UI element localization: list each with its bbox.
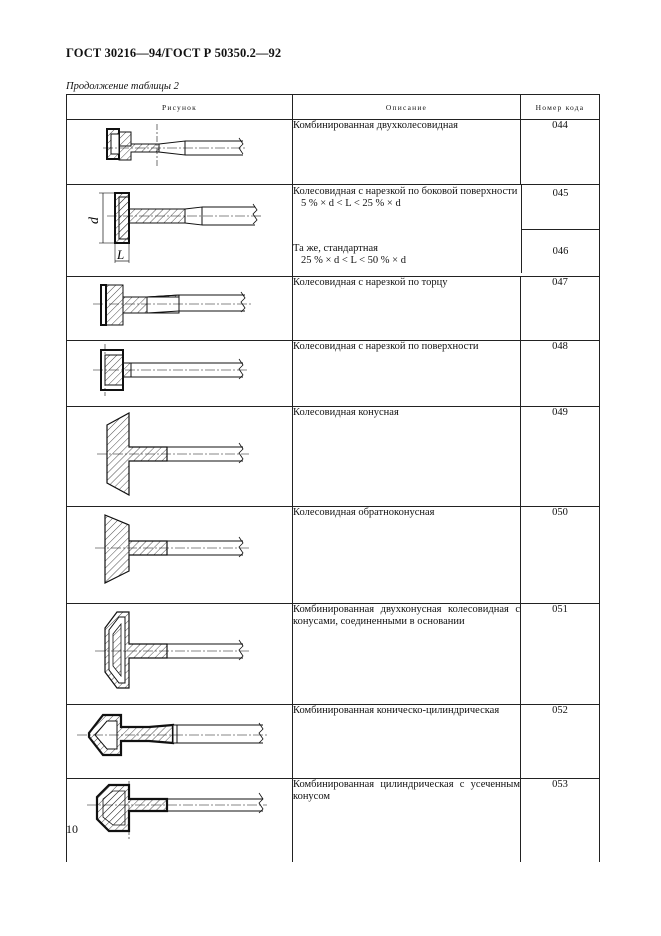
figure-045-046 [67, 185, 293, 271]
code-cell: 050 [521, 507, 600, 604]
table-row [67, 277, 600, 341]
code-cell: 049 [521, 407, 600, 507]
figure-cell [67, 341, 293, 407]
column-header-figure: Рисунок [67, 95, 293, 120]
dimension-label-l: L [117, 247, 125, 262]
code-cell: 051 [521, 604, 600, 705]
table-row [67, 779, 600, 863]
figure-053 [67, 779, 293, 857]
figure-cell [67, 277, 293, 341]
split-cell [293, 185, 600, 277]
dimension-label-d: d [87, 217, 102, 224]
figure-cell [67, 407, 293, 507]
range-046: 25 % × d < L < 50 % × d [301, 254, 406, 266]
description-cell: Колесовидная с нарезкой по поверхности [293, 341, 521, 407]
description-cell: Комбинированная цилиндрическая с усеченным конусом [293, 779, 521, 863]
code-cell: 048 [521, 341, 600, 407]
description-cell: Комбинированная коническо-цилиндрическая [293, 705, 521, 779]
table-row [67, 407, 600, 507]
figure-044 [67, 120, 293, 179]
figure-048 [67, 341, 293, 401]
code-cell: 047 [521, 277, 600, 341]
table-row [67, 604, 600, 705]
table-row [67, 120, 600, 185]
code-046: 046 [522, 229, 600, 273]
table-row [67, 185, 600, 277]
description-cell: Комбинированная двухконусная колесовидная с конусами, соединенными в основании [293, 604, 521, 705]
table-header-row [67, 95, 600, 120]
figure-049 [67, 407, 293, 501]
figure-cell [67, 604, 293, 705]
description-cell: Колесовидная обратноконусная [293, 507, 521, 604]
table-row [67, 705, 600, 779]
figure-cell [67, 507, 293, 604]
range-045: 5 % × d < L < 25 % × d [301, 197, 401, 209]
code-cell: 052 [521, 705, 600, 779]
figure-cell [67, 779, 293, 863]
description-cell: Колесовидная конусная [293, 407, 521, 507]
description-045: Колесовидная с нарезкой по боковой поверхности [293, 186, 518, 197]
code-cell: 053 [521, 779, 600, 863]
table-continuation-label: Продолжение таблицы 2 [66, 81, 179, 92]
code-cell: 044 [521, 120, 600, 185]
description-cell: Комбинированная двухколесовидная [293, 120, 521, 185]
table-row [67, 507, 600, 604]
figure-052 [67, 705, 293, 773]
table-row [67, 341, 600, 407]
description-046: Та же, стандартная [293, 243, 378, 254]
figure-cell [67, 120, 293, 185]
figure-cell [67, 705, 293, 779]
tool-code-table [66, 94, 600, 862]
figure-047 [67, 277, 293, 335]
column-header-description: Описание [293, 95, 521, 120]
figure-051 [67, 604, 293, 699]
document-header: ГОСТ 30216—94/ГОСТ Р 50350.2—92 [66, 46, 282, 60]
figure-cell [67, 185, 293, 277]
page-number: 10 [66, 822, 78, 836]
figure-050 [67, 507, 293, 598]
column-header-code: Номер кода [521, 95, 600, 120]
code-045: 045 [522, 185, 600, 229]
description-cell: Колесовидная с нарезкой по торцу [293, 277, 521, 341]
